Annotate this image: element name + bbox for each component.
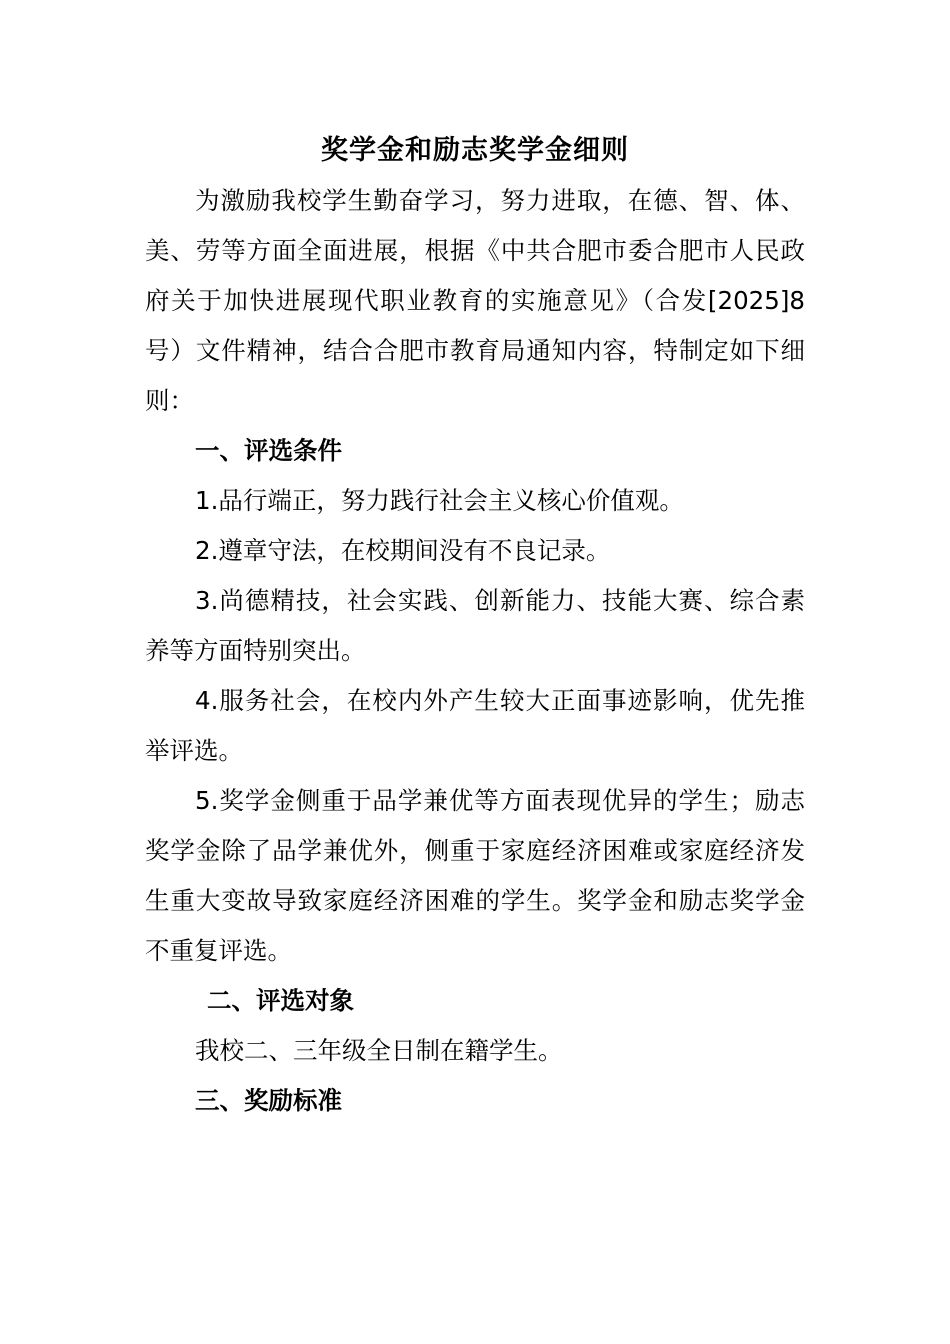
criteria-item: 2.遵章守法，在校期间没有不良记录。 (195, 536, 611, 565)
criteria-item: 1.品行端正，努力践行社会主义核心价值观。 (195, 486, 684, 515)
section-heading-award-standard: 三、奖励标准 (195, 1086, 342, 1115)
section-heading-eligibility: 二、评选对象 (207, 986, 354, 1015)
criteria-item: 3.尚德精技，社会实践、创新能力、技能大赛、综合素养等方面特别突出。 (145, 586, 805, 665)
document-title: 奖学金和励志奖学金细则 (321, 135, 629, 166)
eligibility-paragraph: 我校二、三年级全日制在籍学生。 (195, 1036, 563, 1065)
criteria-item: 4.服务社会，在校内外产生较大正面事迹影响，优先推举评选。 (145, 686, 805, 765)
intro-paragraph: 为激励我校学生勤奋学习，努力进取，在德、智、体、美、劳等方面全面进展，根据《中共合肥市委合肥市人民政府关于加快进展现代职业教育的实施意见》（合发[2025]8号）文件精神，结合合肥市教育局通知内容，特制定如下细则： (145, 186, 805, 415)
criteria-item: 5.奖学金侧重于品学兼优等方面表现优异的学生；励志奖学金除了品学兼优外，侧重于家庭经济困难或家庭经济发生重大变故导致家庭经济困难的学生。奖学金和励志奖学金不重复评选。 (145, 786, 805, 965)
document-body (145, 176, 805, 1126)
section-heading-criteria: 一、评选条件 (195, 436, 342, 465)
